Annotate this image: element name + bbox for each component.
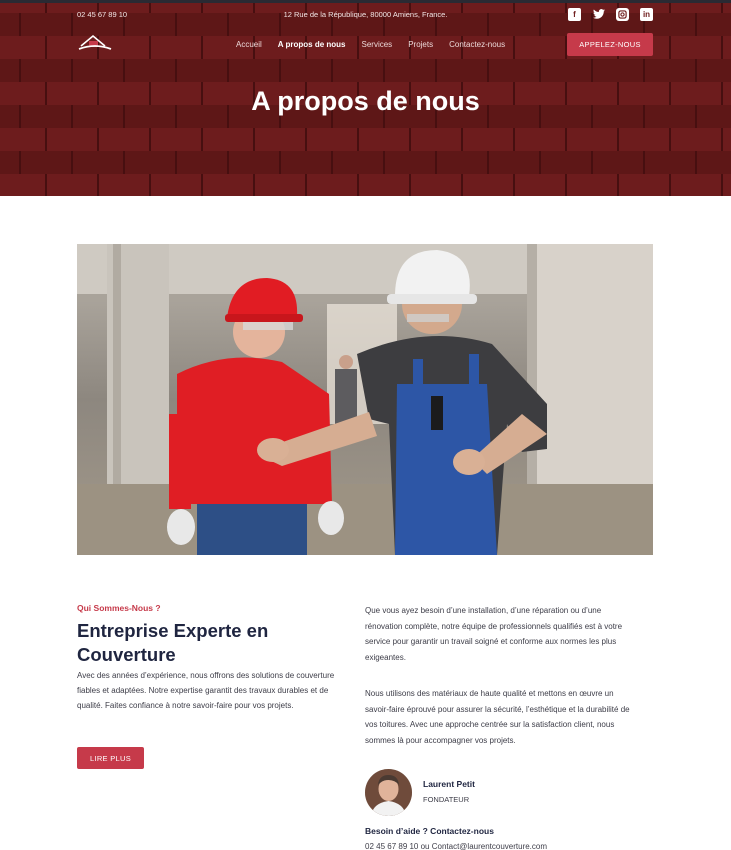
nav-item-projets[interactable]: Projets [408,39,434,49]
avatar [365,769,412,816]
instagram-icon[interactable] [616,8,629,21]
topbar-phone[interactable]: 02 45 67 89 10 [77,9,128,19]
workers-photo [77,244,653,555]
nav-links [236,40,505,49]
call-us-button[interactable]: APPELEZ-NOUS [567,33,653,56]
logo[interactable] [77,32,117,56]
nav-item-accueil[interactable]: Accueil [236,39,262,49]
about-paragraph-2: Nous utilisons des matériaux de haute qualité et mettons en œuvre un savoir-faire éprouvé pour assurer la sécurité, l’esthétique et la durabilité de vos toitures. Avec une approche centrée sur la satisfaction client, nous sommes là pour accompagner vos projets. [365,689,630,745]
person-role: FONDATEUR [423,795,470,804]
nav-item-contact[interactable]: Contactez-nous [449,39,506,49]
nav-item-services[interactable]: Services [361,39,393,49]
facebook-icon[interactable]: f [568,8,581,21]
hero-banner [0,0,731,196]
topbar-address: 12 Rue de la République, 80000 Amiens, France. [283,9,448,19]
help-heading: Besoin d’aide ? Contactez-nous [365,826,494,836]
section-title: Entreprise Experte en Couverture [77,620,269,665]
linkedin-icon[interactable]: in [640,8,653,21]
contact-info[interactable]: 02 45 67 89 10 ou Contact@laurentcouverture.com [365,842,548,850]
topbar [77,0,653,28]
about-paragraph-1: Que vous ayez besoin d’une installation, d’une réparation ou d’une rénovation complète, notre équipe de professionnels qualifiés est à votre service pour garantir un travail soigné et conforme aux normes les plus exigeantes. [365,606,623,662]
read-more-button[interactable]: LIRE PLUS [77,747,144,769]
intro-text: Avec des années d’expérience, nous offrons des solutions de couverture fiables et adaptées. Notre expertise garantit des travaux durables et de qualité. Faites confiance à notre savoir-faire pour vos projets. [77,671,335,711]
section-kicker: Qui Sommes-Nous ? [77,603,161,613]
page-title: A propos de nous [251,86,480,116]
person-name: Laurent Petit [423,779,475,789]
twitter-icon[interactable] [592,8,605,21]
main-nav [77,32,653,56]
social-links [568,8,653,21]
nav-item-a-propos[interactable]: A propos de nous [277,39,346,49]
